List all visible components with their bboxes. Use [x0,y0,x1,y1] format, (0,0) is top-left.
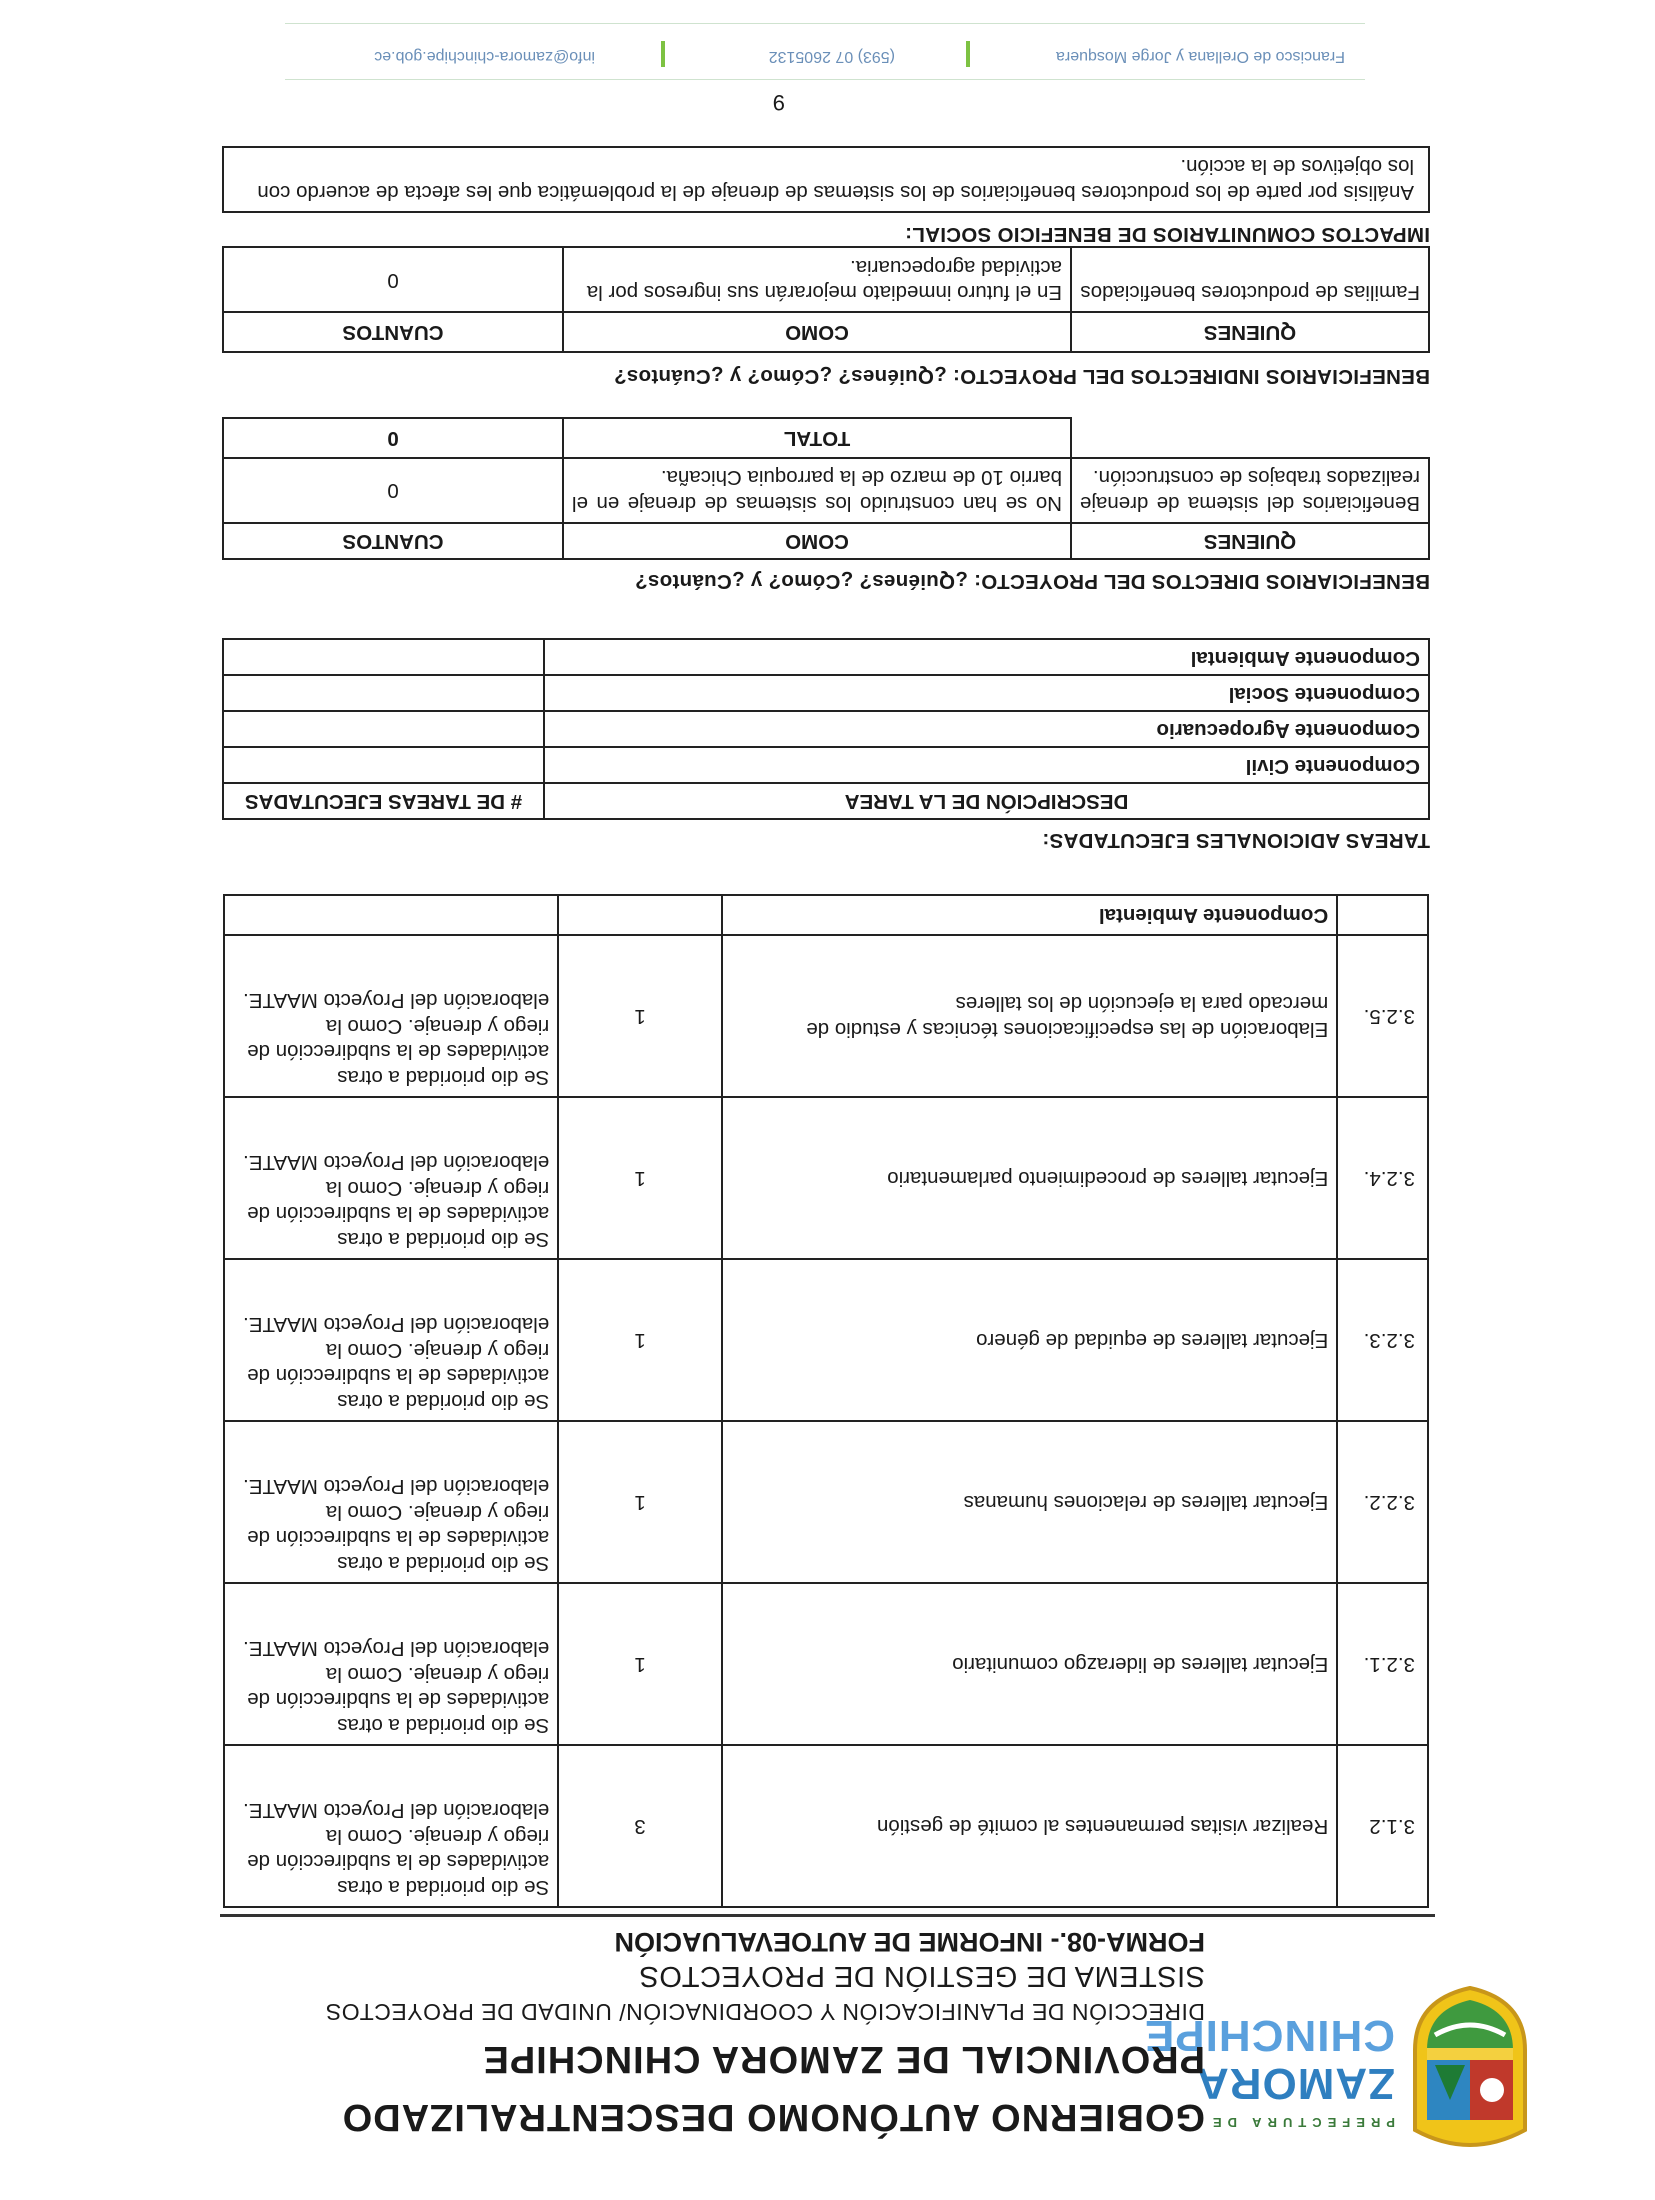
empty-cell [558,895,722,935]
logo-word-zamora: ZAMORA [1195,2059,1395,2108]
total-label: TOTAL [563,418,1071,458]
prefectura-logo [1143,1970,1535,2160]
indirect-beneficiaries-heading: BENEFICIARIOS INDIRECTOS DEL PROYECTO: ¿Quiénes? ¿Cómo? y ¿Cuántos? [613,365,1430,388]
table-row [224,1097,1428,1259]
table-row [224,1745,1428,1907]
task-number: 3.2.5. [1337,935,1428,1097]
column-header: DESCRIPCIÓN DE LA TAREA [544,783,1429,819]
task-observation: Se dio prioridad a otras actividades de la subdirección de riego y drenaje. Como la elaboración del Proyecto MAATE. [224,1259,558,1421]
task-quantity: 1 [558,935,722,1097]
component-label: Componente Agropecuario [544,711,1429,747]
empty-cell [224,895,558,935]
empty-cell [223,747,544,783]
header-divider [220,1914,1435,1917]
component-label: Componente Ambiental [722,895,1337,935]
footer-email: info@zamora-chinchipe.gob.ec [374,48,595,65]
direct-beneficiaries-heading: BENEFICIARIOS DIRECTOS DEL PROYECTO: ¿Quiénes? ¿Cómo? y ¿Cuántos? [634,570,1430,593]
component-row [224,895,1428,935]
extra-tasks-heading: TAREAS ADICIONALES EJECUTADAS: [1042,829,1430,852]
table-row [223,747,1429,783]
table-row [223,247,1429,312]
table-row [224,935,1428,1097]
table-header-row [223,523,1429,559]
task-description: Ejecutar talleres de relaciones humanas [722,1421,1337,1583]
department-title: DIRECCIÓN DE PLANIFICACIÓN Y COORDINACIÓN/ UNIDAD DE PROYECTOS [325,1999,1205,2025]
empty-cell [223,711,544,747]
beneficiaries-who: Familias de productores beneficiados [1071,247,1429,312]
footer [285,23,1365,80]
column-header: QUIENES [1071,523,1429,559]
column-header: CUANTOS [223,523,563,559]
footer-separator [661,41,665,67]
system-title: SISTEMA DE GESTIÓN DE PROYECTOS [638,1960,1205,1992]
column-header: COMO [563,312,1071,352]
component-label: Componente Civil [544,747,1429,783]
task-number: 3.2.3. [1337,1259,1428,1421]
table-row [224,1259,1428,1421]
beneficiaries-who: Beneficiarios del sistema de drenaje realizados trabajos de construcción. [1071,458,1429,523]
column-header: # DE TAREAS EJECUTADAS [223,783,544,819]
community-impact-table [222,146,1430,213]
component-label: Componente Social [544,675,1429,711]
task-observation: Se dio prioridad a otras actividades de la subdirección de riego y drenaje. Como la elaboración del Proyecto MAATE. [224,935,558,1097]
task-number: 3.1.2 [1337,1745,1428,1907]
task-quantity: 1 [558,1259,722,1421]
task-number: 3.2.1. [1337,1583,1428,1745]
table-row [223,458,1429,523]
task-observation: Se dio prioridad a otras actividades de la subdirección de riego y drenaje. Como la elaboración del Proyecto MAATE. [224,1745,558,1907]
direct-beneficiaries-table [222,417,1430,560]
beneficiaries-count: 0 [223,458,563,523]
task-number: 3.2.2. [1337,1421,1428,1583]
beneficiaries-how: En el futuro inmediato mejorarán sus ingresos por la actividad agropecuaria. [563,247,1071,312]
impact-description: Análisis por parte de los productores beneficiarios de los sistemas de drenaje de la problemática que les afecta de acuerdo con los objetivos de la acción. [223,147,1429,212]
beneficiaries-how: No se han construido los sistemas de drenaje en el barrio 10 de marzo de la parroquia Chicaña. [563,458,1071,523]
table-header-row [223,783,1429,819]
task-quantity: 1 [558,1097,722,1259]
task-description: Ejecutar talleres de procedimiento parlamentario [722,1097,1337,1259]
empty-cell [1337,895,1428,935]
table-row [223,147,1429,212]
column-header: QUIENES [1071,312,1429,352]
extra-tasks-table [222,638,1430,820]
task-observation: Se dio prioridad a otras actividades de la subdirección de riego y drenaje. Como la elaboración del Proyecto MAATE. [224,1097,558,1259]
coat-of-arms-icon [1405,1985,1535,2160]
empty-cell [223,639,544,675]
empty-cell [223,675,544,711]
page-number: 9 [772,90,785,115]
task-description: Elaboración de las especificaciones técnicas y estudio de mercado para la ejecución de los talleres [722,935,1337,1097]
indirect-beneficiaries-table [222,246,1430,353]
component-label: Componente Ambiental [544,639,1429,675]
total-row [223,418,1429,458]
header [115,1927,1535,2160]
institution-subtitle: PROVINCIAL DE ZAMORA CHINCHIPE [482,2038,1205,2080]
task-number: 3.2.4. [1337,1097,1428,1259]
institution-title: GOBIERNO AUTÓNOMO DESCENTRALIZADO [341,2096,1205,2138]
community-impact-heading: IMPACTOS COMUNITARIOS DE BENEFICIO SOCIAL: [904,223,1430,246]
logo-word-chinchipe: CHINCHIPE [1143,2011,1395,2060]
empty-cell [1071,418,1429,458]
table-row [223,639,1429,675]
column-header: COMO [563,523,1071,559]
table-header-row [223,312,1429,352]
task-description: Ejecutar talleres de liderazgo comunitario [722,1583,1337,1745]
task-quantity: 3 [558,1745,722,1907]
task-observation: Se dio prioridad a otras actividades de la subdirección de riego y drenaje. Como la elaboración del Proyecto MAATE. [224,1583,558,1745]
tasks-table [223,894,1429,1908]
form-title: FORMA-08.- INFORME DE AUTOEVALUACIÓN [614,1927,1205,1957]
table-row [224,1583,1428,1745]
task-description: Realizar visitas permanentes al comité de gestión [722,1745,1337,1907]
table-row [224,1421,1428,1583]
footer-phone: (593) 07 2605132 [768,48,895,65]
task-quantity: 1 [558,1421,722,1583]
footer-address: Francisco de Orellana y Jorge Mosquera [1055,48,1345,65]
beneficiaries-count: 0 [223,247,563,312]
logo-prefix: PREFECTURA DE [1206,2115,1395,2130]
task-description: Ejecutar talleres de equidad de género [722,1259,1337,1421]
column-header: CUANTOS [223,312,563,352]
footer-separator [966,41,970,67]
table-row [223,711,1429,747]
task-observation: Se dio prioridad a otras actividades de la subdirección de riego y drenaje. Como la elaboración del Proyecto MAATE. [224,1421,558,1583]
total-value: 0 [223,418,563,458]
table-row [223,675,1429,711]
task-quantity: 1 [558,1583,722,1745]
